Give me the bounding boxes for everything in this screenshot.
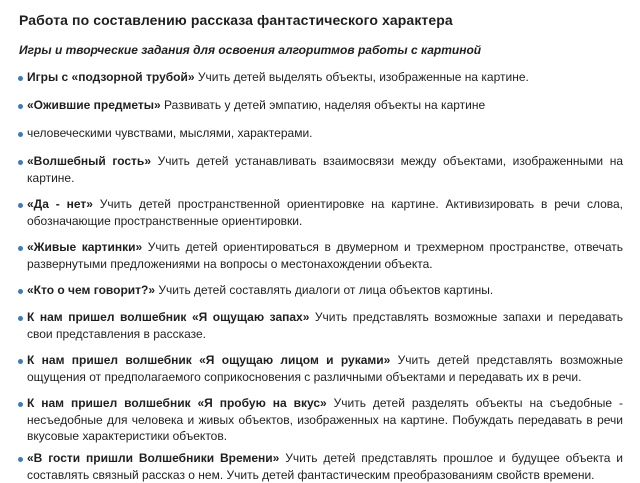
bullet-icon — [18, 104, 23, 109]
bullet-icon — [18, 359, 23, 364]
item-title: «В гости пришли Волшебники Времени» — [27, 451, 280, 465]
item-title: «Кто о чем говорит?» — [27, 283, 156, 297]
item-text: Учить детей устанавливать взаимосвязи между объектами, изображенными на картине. — [27, 154, 623, 185]
item-title: Игры с «подзорной трубой» — [27, 70, 195, 84]
list-item — [27, 69, 623, 86]
bullet-icon — [18, 246, 23, 251]
item-text: Развивать у детей эмпатию, наделяя объекты на картине — [160, 98, 486, 112]
list-item — [27, 309, 623, 342]
list-item — [27, 153, 623, 186]
page-title: Работа по составлению рассказа фантастического характера — [19, 12, 453, 28]
item-text: Учить детей представлять возможные ощущения от предполагаемого соприкосновения с различными объектами и передавать их в речи. — [27, 353, 624, 384]
bullet-icon — [18, 160, 23, 165]
list-item — [27, 450, 623, 483]
item-text: Учить детей разделять объекты на съедобные - несъедобные для человека и живых объектов, изображенных на картине. Побуждать передавать в речи вкусовые характеристики объектов. — [27, 396, 624, 443]
bullet-icon — [18, 289, 23, 294]
bullet-icon — [18, 203, 23, 208]
list-item — [27, 97, 623, 114]
list-item — [27, 395, 623, 445]
item-text: Учить детей ориентироваться в двумерном и трехмерном пространстве, отвечать развернутыми предложениями на вопросы о местонахождении объекта. — [27, 240, 623, 271]
item-text: Учить детей пространственной ориентировке на картине. Активизировать в речи слова, обозначающие пространственные ориентировки. — [27, 197, 624, 228]
list-item — [27, 196, 623, 229]
list-item — [27, 125, 623, 142]
item-title: К нам пришел волшебник «Я ощущаю лицом и руками» — [27, 353, 391, 367]
item-text: Учить детей составлять диалоги от лица объектов картины. — [155, 283, 494, 297]
list-item — [27, 352, 623, 385]
item-title: К нам пришел волшебник «Я ощущаю запах» — [27, 310, 310, 324]
item-text: Учить представлять возможные запахи и передавать свои представления в рассказе. — [27, 310, 623, 341]
item-text: Учить детей представлять прошлое и будущее объекта и составлять связный рассказ о нем. Учить детей фантастическим преобразованиям свойств времени. — [27, 451, 623, 482]
item-text: человеческими чувствами, мыслями, характерами. — [27, 126, 313, 140]
bullet-icon — [18, 316, 23, 321]
item-title: «Да - нет» — [27, 197, 93, 211]
item-title: К нам пришел волшебник «Я пробую на вкус» — [27, 396, 327, 410]
bullet-icon — [18, 76, 23, 81]
bullet-icon — [18, 402, 23, 407]
item-title: «Ожившие предметы» — [27, 98, 161, 112]
item-title: «Живые картинки» — [27, 240, 143, 254]
bullet-icon — [18, 457, 23, 462]
item-title: «Волшебный гость» — [27, 154, 151, 168]
list-item — [27, 282, 623, 299]
list-item — [27, 239, 623, 272]
page-subtitle: Игры и творческие задания для освоения алгоритмов работы с картиной — [19, 43, 482, 57]
bullet-icon — [18, 132, 23, 137]
item-text: Учить детей выделять объекты, изображенные на картине. — [194, 70, 529, 84]
